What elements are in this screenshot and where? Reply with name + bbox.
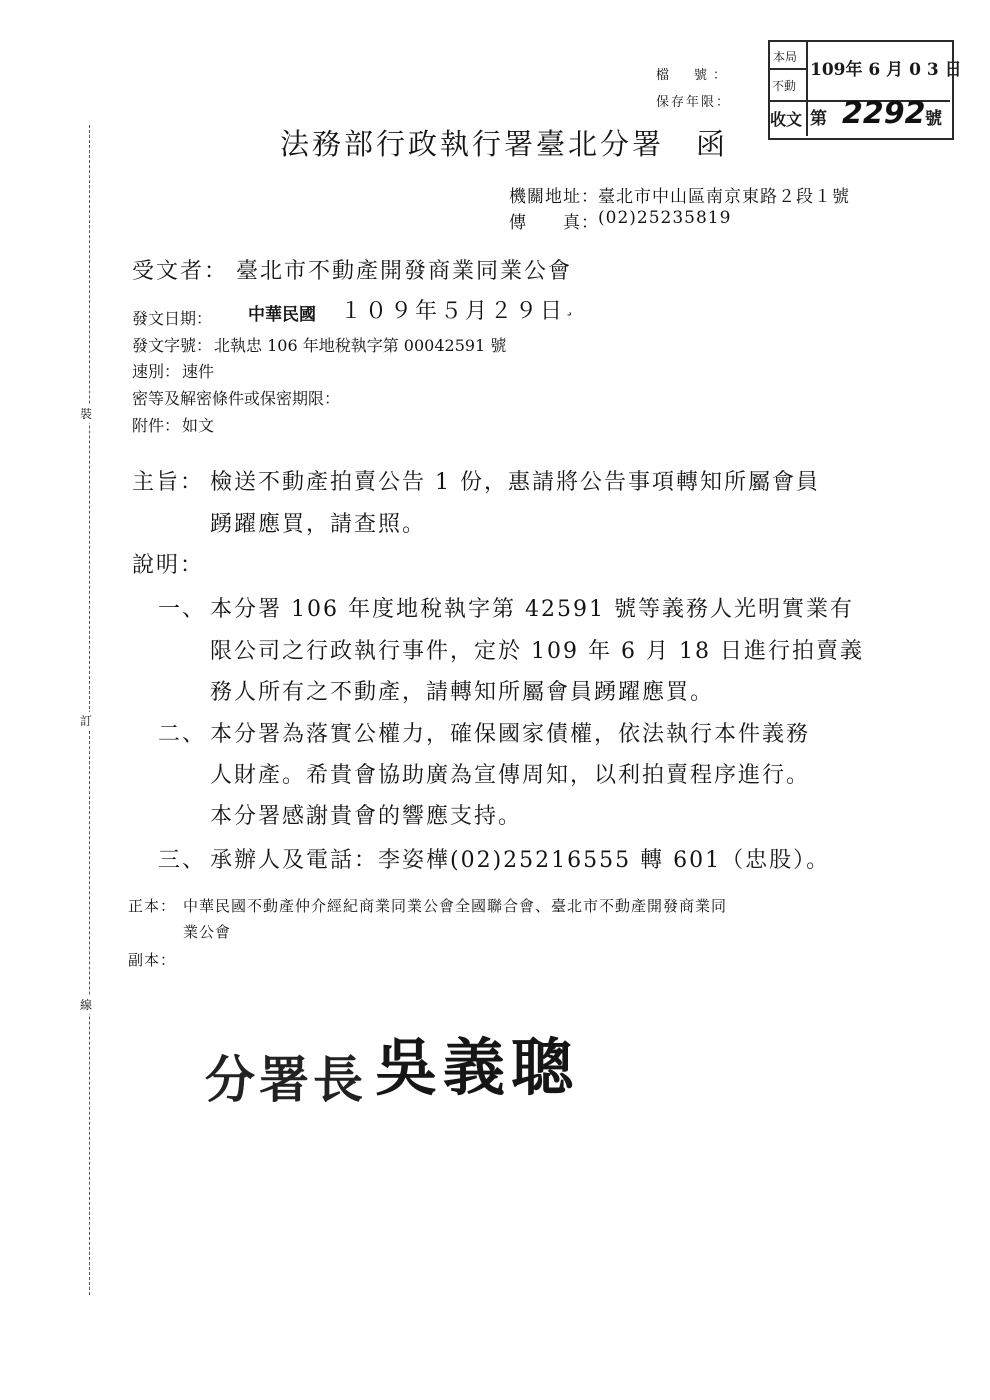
issue-date-era: 中華民國 [248, 305, 316, 325]
issue-date: １０９年５月２９日 [340, 299, 566, 324]
doc-number: 北執忠 106 年地稅執字第 00042591 號 [214, 336, 507, 355]
retention-label: 保存年限： [656, 95, 732, 110]
agency-address-label: 機關地址： [509, 187, 599, 207]
item-line: 務人所有之不動產，請轉知所屬會員踴躍應買。 [210, 680, 715, 705]
binding-line [89, 125, 90, 1295]
doc-number-label: 發文字號： [132, 336, 213, 355]
agency-fax-label: 傳 真： [509, 213, 599, 233]
subject-line: 檢送不動產拍賣公告 1 份，惠請將公告事項轉知所屬會員 [210, 470, 820, 495]
binding-mark-middle: 訂 [80, 714, 93, 728]
binding-mark-top: 裝 [80, 407, 93, 421]
item-number: 二、 [158, 722, 207, 747]
original-recipient: 中華民國不動產仲介經紀商業同業公會全國聯合會、臺北市不動產開發商業同 [183, 897, 728, 915]
agency-address: 臺北市中山區南京東路２段１號 [598, 187, 850, 207]
stamp-date: 109年 6 月 0 3 日 [810, 60, 962, 80]
signature-title: 分署長 [205, 1050, 367, 1109]
stamp-number-handwritten: 2292 [842, 96, 926, 131]
original-recipient: 業公會 [183, 923, 232, 941]
item-line: 承辦人及電話：李姿樺(02)25216555 轉 601（忠股）。 [210, 848, 831, 873]
item-number: 一、 [158, 597, 207, 622]
item-line: 本分署感謝貴會的響應支持。 [210, 804, 523, 829]
recipient: 臺北市不動產開發商業同業公會 [236, 259, 573, 284]
binding-mark-bottom: 線 [80, 998, 93, 1012]
agency-fax: (02)25235819 [598, 208, 732, 228]
item-line: 人財產。希貴會協助廣為宣傳周知，以利拍賣程序進行。 [210, 763, 811, 788]
subject-line: 踴躍應買，請查照。 [210, 512, 427, 537]
stamp-divider [806, 40, 808, 136]
speed: 速件 [182, 362, 215, 381]
file-number-label: 檔 號： [656, 68, 733, 83]
stamp-number-prefix: 第 [810, 109, 827, 129]
copy-recipient-label: 副本： [128, 951, 177, 969]
stamp-top-left: 本局 [773, 50, 798, 64]
document-title: 法務部行政執行署臺北分署 函 [280, 127, 729, 161]
recipient-label: 受文者： [132, 259, 229, 284]
stamp-number-suffix: 號 [925, 109, 942, 129]
stamp-divider [768, 68, 806, 70]
speed-label: 速別： [132, 362, 181, 381]
signature-name: 吳義聰 [375, 1031, 580, 1104]
secrecy-label: 密等及解密條件或保密期限： [132, 389, 341, 408]
stamp-mid-left: 不動 [772, 79, 797, 93]
explanation-label: 說明： [132, 553, 205, 578]
item-line: 本分署為落實公權力，確保國家債權，依法執行本件義務 [210, 722, 811, 747]
item-line: 本分署 106 年度地稅執字第 42591 號等義務人光明實業有 [210, 597, 854, 622]
original-recipient-label: 正本： [128, 897, 177, 915]
item-number: 三、 [158, 848, 207, 873]
subject-label: 主旨： [132, 470, 205, 495]
item-line: 限公司之行政執行事件，定於 109 年 6 月 18 日進行拍賣義 [210, 639, 864, 664]
attachment-label: 附件： [132, 416, 181, 435]
issue-date-mark: ¸ [565, 296, 574, 317]
attachment: 如文 [182, 416, 215, 435]
stamp-receive-label: 收文 [770, 110, 803, 129]
issue-date-label: 發文日期： [132, 309, 213, 328]
